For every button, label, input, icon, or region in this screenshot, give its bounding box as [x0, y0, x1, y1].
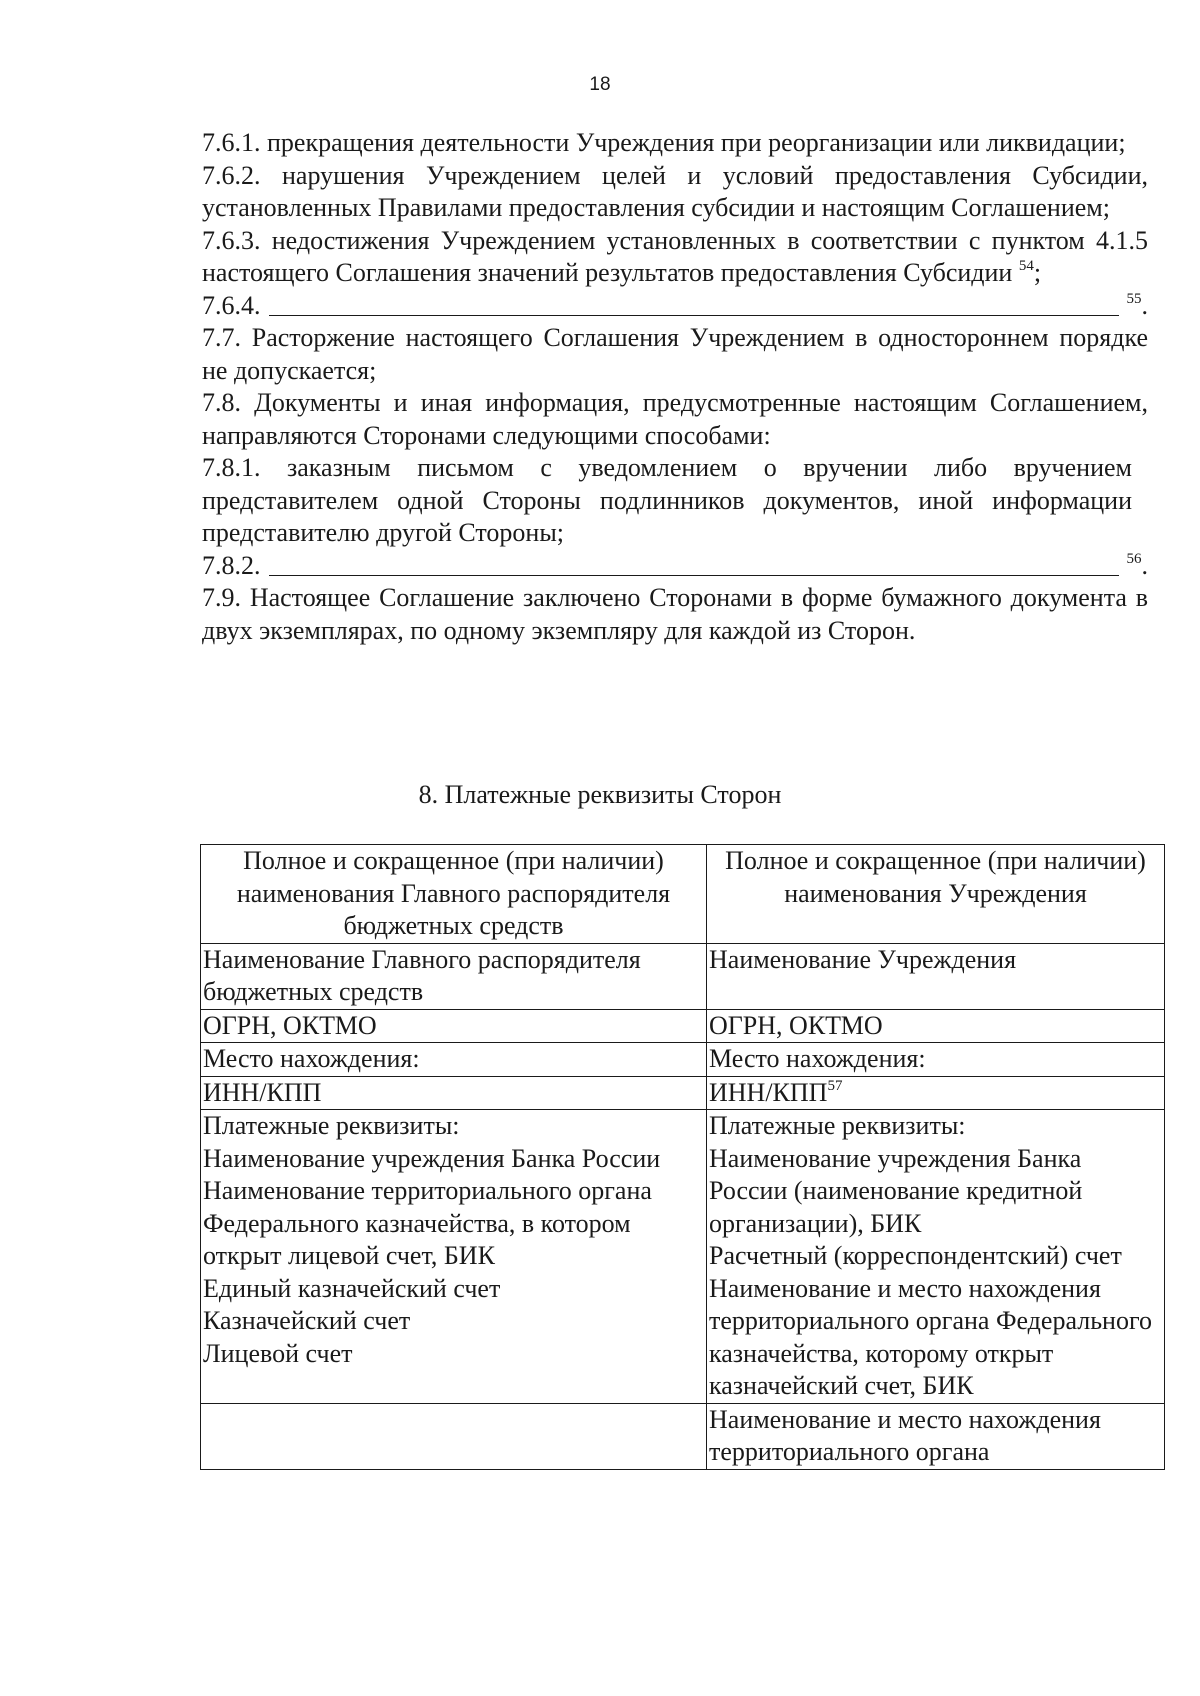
footnote-ref-54: 54: [1018, 258, 1034, 274]
clause-7-6-3-text: 7.6.3. недостижения Учреждением установленных в соответствии с пунктом 4.1.5 настоящего Соглашения значений результатов предоставления Субсидии: [202, 225, 1148, 287]
payment-line: Платежные реквизиты:: [203, 1111, 460, 1140]
blank-fill-line: [269, 551, 1119, 576]
clause-7-7: 7.7. Расторжение настоящего Соглашения Учреждением в одностороннем порядке не допускается;: [202, 323, 1148, 385]
table-row-payment: [201, 1110, 1165, 1404]
cell-left: ИНН/КПП: [201, 1076, 707, 1110]
blank-fill-line: [269, 291, 1119, 316]
header-cell-right: Полное и сокращенное (при наличии) наименования Учреждения: [707, 845, 1165, 944]
table-row: [201, 1043, 1165, 1077]
cell-right: [707, 1076, 1165, 1110]
payment-details-table: [200, 844, 1165, 1470]
agreement-text: [202, 127, 1148, 647]
cell-left: Место нахождения:: [201, 1043, 707, 1077]
clause-7-8-2: [202, 550, 1148, 583]
cell-right: Наименование Учреждения: [707, 943, 1165, 1009]
clause-7-6-4-end: .: [1141, 290, 1148, 320]
cell-right: Место нахождения:: [707, 1043, 1165, 1077]
clause-7-8-2-end: .: [1141, 550, 1148, 580]
table-row: [201, 943, 1165, 1009]
table-row: [201, 1403, 1165, 1469]
page-number: 18: [589, 74, 611, 95]
cell-left: ОГРН, ОКТМО: [201, 1009, 707, 1043]
payment-line: Наименование территориального органа Федерального казначейства, в котором открыт лицевой счет, БИК: [203, 1176, 652, 1270]
payment-line: Наименование учреждения Банка России (наименование кредитной организации), БИК: [709, 1143, 1083, 1238]
footnote-ref-57: 57: [827, 1077, 843, 1094]
payment-line: Наименование учреждения Банка России: [203, 1143, 661, 1173]
cell-left-empty: [201, 1403, 707, 1469]
table-row: [201, 1009, 1165, 1043]
cell-right: Наименование и место нахождения территориального органа: [707, 1403, 1165, 1469]
inn-kpp-label: ИНН/КПП: [709, 1077, 828, 1107]
clause-7-8-2-number: 7.8.2.: [202, 550, 261, 580]
header-cell-left: Полное и сокращенное (при наличии) наименования Главного распорядителя бюджетных средств: [201, 845, 707, 944]
payment-line: Лицевой счет: [203, 1338, 353, 1368]
payment-line: Расчетный (корреспондентский) счет: [709, 1241, 1122, 1270]
payment-line: Наименование и место нахождения территориального органа Федерального казначейства, которому открыт казначейский счет, БИК: [709, 1273, 1152, 1400]
clause-7-8: 7.8. Документы и иная информация, предусмотренные настоящим Соглашением, направляются Сторонами следующими способами:: [202, 388, 1148, 450]
clause-7-6-1: 7.6.1. прекращения деятельности Учреждения при реорганизации или ликвидации;: [202, 128, 1126, 157]
clause-7-9: 7.9. Настоящее Соглашение заключено Сторонами в форме бумажного документа в двух экземплярах, по одному экземпляру для каждой из Сторон.: [202, 583, 1148, 645]
clause-7-6-2: 7.6.2. нарушения Учреждением целей и условий предоставления Субсидии, установленных Правилами предоставления субсидии и настоящим Соглашением;: [202, 160, 1148, 222]
payment-line: Казначейский счет: [203, 1306, 411, 1335]
clause-7-6-3: [202, 225, 1148, 290]
footnote-ref-55: 55: [1126, 290, 1142, 307]
section-title: 8. Платежные реквизиты Сторон: [418, 780, 782, 809]
clause-7-8-1: 7.8.1. заказным письмом с уведомлением о вручении либо вручением представителем одной Стороны подлинников документов, иной информации представителю другой Стороны;: [202, 453, 1132, 547]
cell-right: ОГРН, ОКТМО: [707, 1009, 1165, 1043]
clause-7-6-4-number: 7.6.4.: [202, 290, 261, 320]
table-header-row: [201, 845, 1165, 944]
cell-right-payment: [707, 1110, 1165, 1404]
payment-line: Единый казначейский счет: [203, 1273, 501, 1303]
payment-line: Платежные реквизиты:: [709, 1111, 966, 1140]
footnote-ref-56: 56: [1126, 550, 1142, 567]
cell-left: Наименование Главного распорядителя бюджетных средств: [201, 943, 707, 1009]
table-row: [201, 1076, 1165, 1110]
clause-7-6-4: [202, 290, 1148, 323]
cell-left-payment: [201, 1110, 707, 1404]
clause-7-6-3-end: ;: [1033, 258, 1042, 287]
